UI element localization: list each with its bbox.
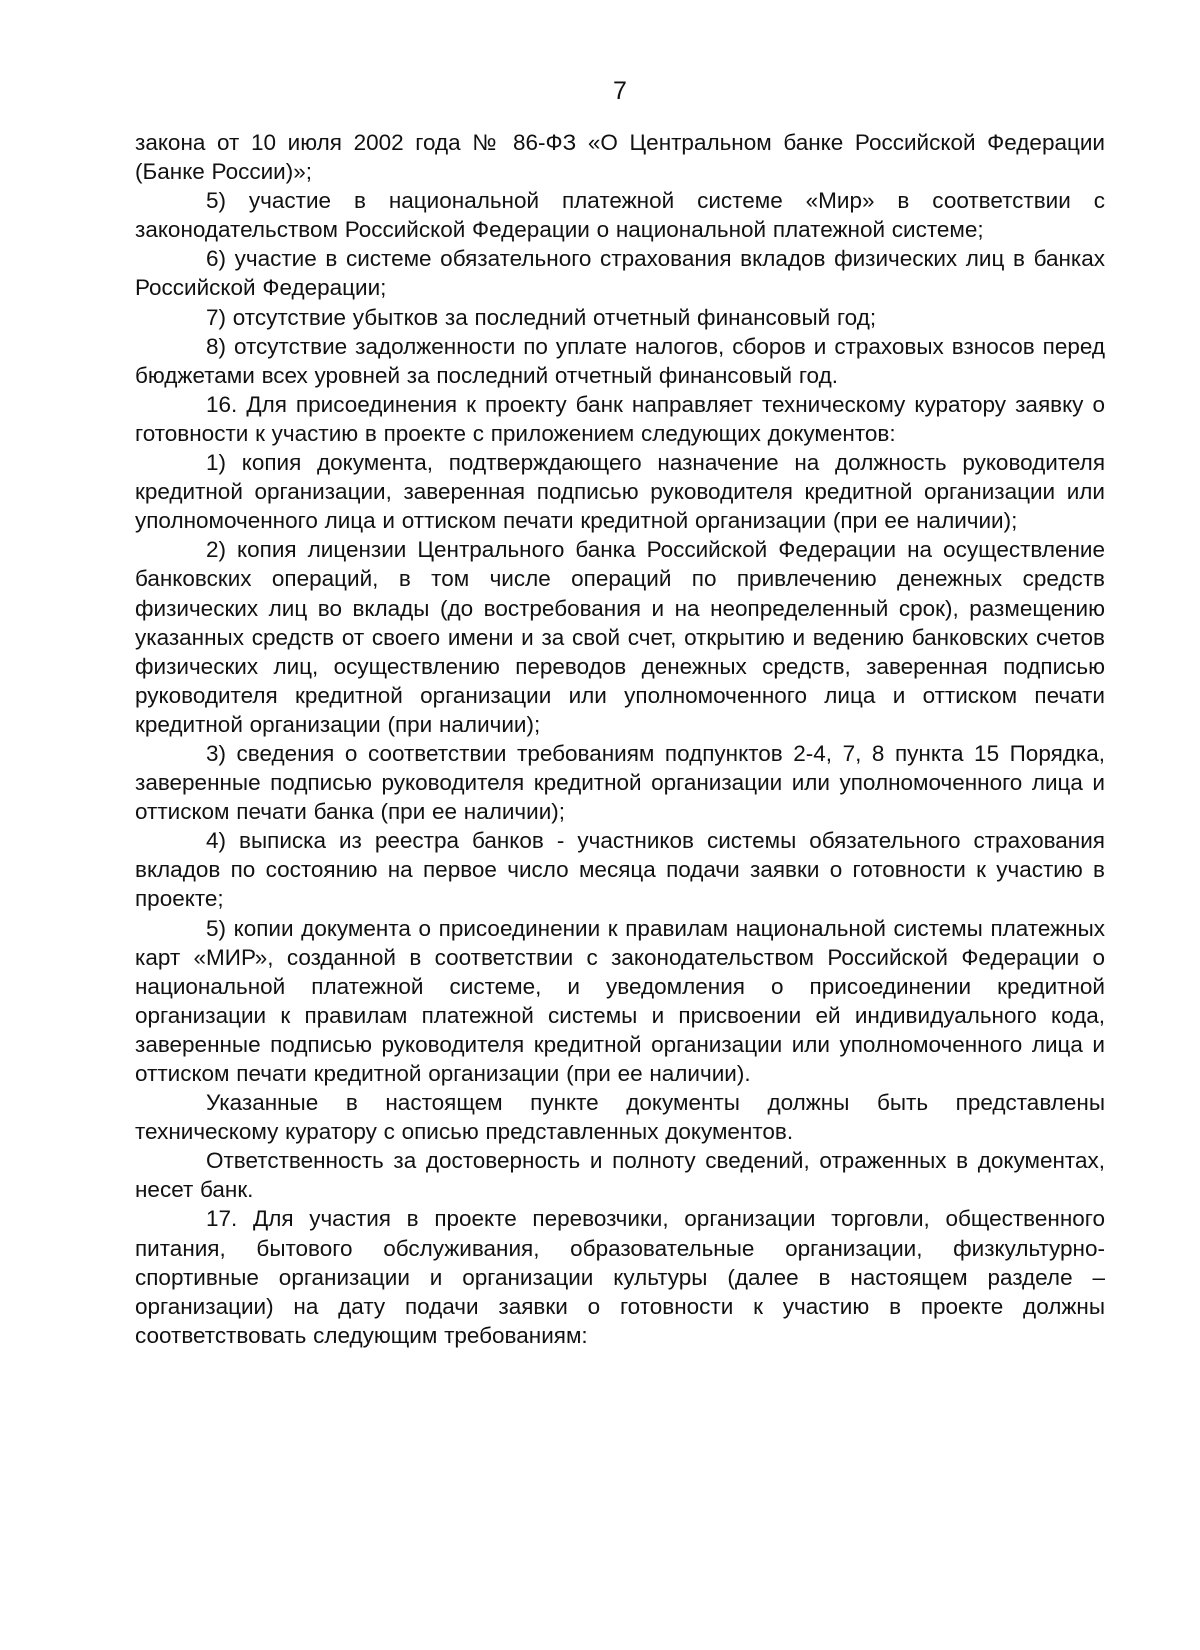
paragraph-clause-17: 17. Для участия в проекте перевозчики, организации торговли, общественного питания, бытового обслуживания, образовательные организации, физкультурно-спортивные организации и организации культуры (далее в настоящем разделе – организации) на дату подачи заявки о готовности к участию в проекте должны соответствовать следующим требованиям: bbox=[135, 1206, 1105, 1348]
paragraph-item-5-mir: 5) участие в национальной платежной системе «Мир» в соответствии с законодательством Российской Федерации о национальной платежной системе; bbox=[135, 188, 1105, 243]
paragraph-doc-3: 3) сведения о соответствии требованиям подпунктов 2-4, 7, 8 пункта 15 Порядка, заверенные подписью руководителя кредитной организации или уполномоченного лица и оттиском печати банка (при ее наличии); bbox=[135, 740, 1105, 825]
paragraph-item-8-no-debts: 8) отсутствие задолженности по уплате налогов, сборов и страховых взносов перед бюджетами всех уровней за последний отчетный финансовый год. bbox=[135, 333, 1105, 388]
paragraph-documents-note: Указанные в настоящем пункте документы должны быть представлены техническому куратору с описью представленных документов. bbox=[135, 1090, 1105, 1145]
document-body bbox=[135, 128, 1105, 1350]
paragraph-clause-16: 16. Для присоединения к проекту банк направляет техническому куратору заявку о готовности к участию в проекте с приложением следующих документов: bbox=[135, 391, 1105, 446]
paragraph-law-reference: закона от 10 июля 2002 года № 86-ФЗ «О Центральном банке Российской Федерации (Банке России)»; bbox=[135, 130, 1105, 185]
page-number: 7 bbox=[613, 77, 627, 105]
paragraph-responsibility: Ответственность за достоверность и полноту сведений, отраженных в документах, несет банк. bbox=[135, 1148, 1105, 1203]
paragraph-doc-5: 5) копии документа о присоединении к правилам национальной системы платежных карт «МИР», созданной в соответствии с законодательством Российской Федерации о национальной платежной системе, и уведомления о присоединении кредитной организации к правилам платежной системы и присвоении ей индивидуального кода, заверенные подписью руководителя кредитной организации или уполномоченного лица и оттиском печати кредитной организации (при ее наличии). bbox=[135, 915, 1105, 1086]
paragraph-doc-2: 2) копия лицензии Центрального банка Российской Федерации на осуществление банковских операций, в том числе операций по привлечению денежных средств физических лиц во вклады (до востребования и на неопределенный срок), размещению указанных средств от своего имени и за свой счет, открытию и ведению банковских счетов физических лиц, осуществлению переводов денежных средств, заверенная подписью руководителя кредитной организации или уполномоченного лица и оттиском печати кредитной организации (при наличии); bbox=[135, 537, 1105, 737]
paragraph-doc-4: 4) выписка из реестра банков - участников системы обязательного страхования вкладов по состоянию на первое число месяца подачи заявки о готовности к участию в проекте; bbox=[135, 828, 1105, 912]
paragraph-item-6-deposit-insurance: 6) участие в системе обязательного страхования вкладов физических лиц в банках Российской Федерации; bbox=[135, 246, 1105, 301]
paragraph-item-7-no-losses: 7) отсутствие убытков за последний отчетный финансовый год; bbox=[206, 304, 877, 330]
paragraph-doc-1: 1) копия документа, подтверждающего назначение на должность руководителя кредитной организации, заверенная подписью руководителя кредитной организации или уполномоченного лица и оттиском печати кредитной организации (при ее наличии); bbox=[135, 450, 1105, 534]
